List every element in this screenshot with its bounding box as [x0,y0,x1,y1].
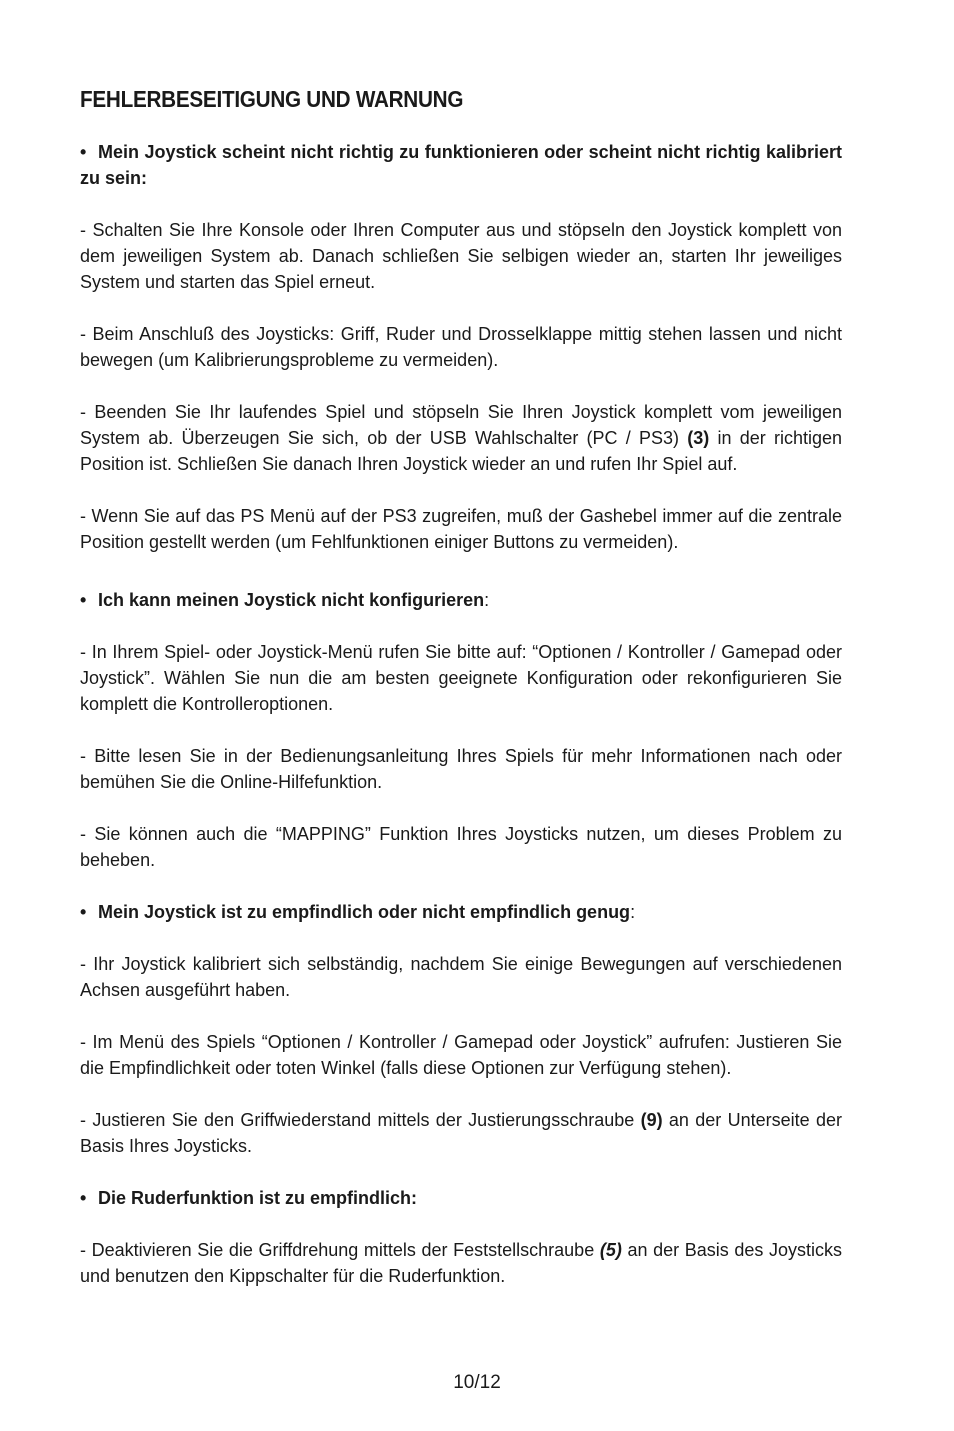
answer-paragraph: - Ihr Joystick kalibriert sich selbständig, nachdem Sie einige Bewegungen auf verschiedenen Achsen ausgeführt haben. [80,954,842,1000]
question-heading: • Mein Joystick ist zu empfindlich oder nicht empfindlich genug: [80,899,842,925]
answer-paragraph: - Beim Anschluß des Joysticks: Griff, Ruder und Drosselklappe mittig stehen lassen und nicht bewegen (um Kalibrierungsprobleme zu vermeiden). [80,324,842,370]
answer-paragraph: - In Ihrem Spiel- oder Joystick-Menü rufen Sie bitte auf: “Optionen / Kontroller / Gamepad oder Joystick”. Wählen Sie nun die am besten geeignete Konfiguration oder rekonfigurieren Sie komplett die Kontrolleroptionen. [80,642,842,714]
page-number: 10/12 [453,1372,501,1393]
question-text: Mein Joystick ist zu empfindlich oder nicht empfindlich genug [98,902,631,922]
answer-paragraph: - Justieren Sie den Griffwiederstand mittels der Justierungsschraube (9) an der Unterseite der Basis Ihres Joysticks. [80,1110,842,1156]
question-heading: • Ich kann meinen Joystick nicht konfigurieren: [80,587,842,613]
reference-number: (9) [640,1110,663,1130]
answer-paragraph: - Sie können auch die “MAPPING” Funktion Ihres Joysticks nutzen, um dieses Problem zu beheben. [80,824,842,870]
answer-paragraph: - Schalten Sie Ihre Konsole oder Ihren Computer aus und stöpseln den Joystick komplett von dem jeweiligen System ab. Danach schließen Sie selbigen wieder an, starten Ihr jeweiliges System und starten das Spiel erneut. [80,220,842,292]
bullet-icon: • [80,1188,87,1208]
answer-paragraph: - Beenden Sie Ihr laufendes Spiel und stöpseln Sie Ihren Joystick komplett vom jeweiligen System ab. Überzeugen Sie sich, ob der USB Wahlschalter (PC / PS3) (3) in der richtigen Position ist. Schließen Sie danach Ihren Joystick wieder an und rufen Ihr Spiel auf. [80,402,842,474]
answer-paragraph: - Bitte lesen Sie in der Bedienungsanleitung Ihres Spiels für mehr Informationen nach oder bemühen Sie die Online-Hilfefunktion. [80,746,842,792]
bullet-icon: • [80,902,87,922]
question-heading [80,1185,842,1211]
question-text: Mein Joystick scheint nicht richtig zu funktionieren oder scheint nicht richtig kalibriert zu sein: [80,142,842,188]
question-heading [80,139,842,191]
question-text: Ich kann meinen Joystick nicht konfigurieren [98,590,485,610]
bullet-icon: • [80,590,87,610]
page-title: FEHLERBESEITIGUNG UND WARNUNG [80,86,464,112]
bullet-icon: • [80,142,87,162]
reference-number: (5) [599,1240,622,1260]
reference-number: (3) [687,428,710,448]
answer-paragraph: - Wenn Sie auf das PS Menü auf der PS3 zugreifen, muß der Gashebel immer auf die zentrale Position gestellt werden (um Fehlfunktionen einiger Buttons zu vermeiden). [80,506,842,552]
answer-paragraph: - Im Menü des Spiels “Optionen / Kontroller / Gamepad oder Joystick” aufrufen: Justieren Sie die Empfindlichkeit oder toten Winkel (falls diese Optionen zur Verfügung stehen). [80,1032,842,1078]
document-page [80,86,842,1315]
question-text: Die Ruderfunktion ist zu empfindlich: [98,1188,417,1208]
answer-paragraph: - Deaktivieren Sie die Griffdrehung mittels der Feststellschraube (5) an der Basis des Joysticks und benutzen den Kippschalter für die Ruderfunktion. [80,1240,842,1286]
